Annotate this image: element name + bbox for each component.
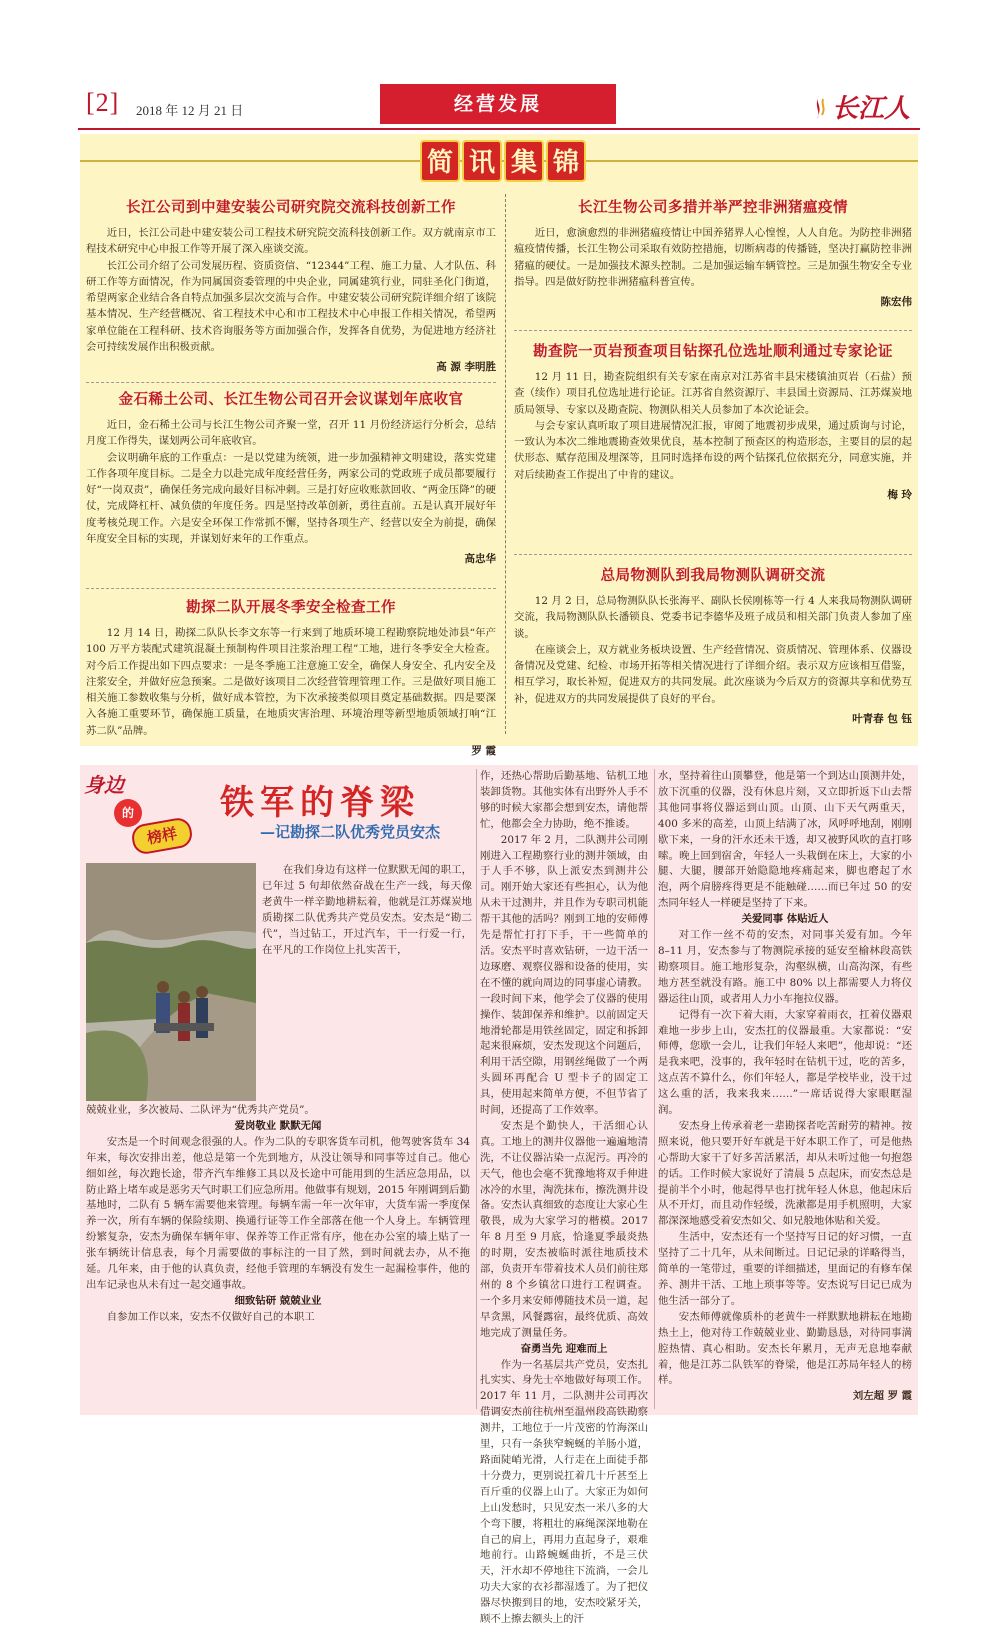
- article-paragraph: 长江公司介绍了公司发展历程、资质资信、“12344”工程、施工力量、人才队伍、科研工作等方面情况，作为同属国资委管理的中央企业，同属建筑行业，同驻圣化门街道，希望两家企业结合各自特点加强多层次交流与合作。中建安装公司研究院详细介绍了该院基本情况、生产经营概况、省工程技术中心和市工程技术中心申报工作相关情况，希望两家单位能在工程科研、技术咨询服务等方面加强合作，发挥各自优势，为促进地方经济社会可持续发展作出积极贡献。: [86, 259, 496, 354]
- kicker-text: 身边: [84, 773, 124, 797]
- article-headline: 金石稀土公司、长江生物公司召开会议谋划年底收官: [118, 391, 464, 408]
- feature-paragraph: 作，还热心帮助后勤基地、钻机工地装卸货物。其他实体有出野外人手不够的时候大家都会想到安杰，请他帮忙，他都会全力协助，绝不推诿。: [480, 770, 648, 830]
- newspaper-logo: [810, 88, 910, 125]
- article-survey-team-visit: [514, 564, 912, 727]
- article-headline: 总局物测队到我局物测队调研交流: [600, 567, 826, 584]
- feature-subtitle: —记勘探二队优秀党员安杰: [260, 823, 441, 841]
- article-swine-fever: [514, 196, 912, 310]
- feature-paragraph: 作为一名基层共产党员，安杰扎扎实实、身先士卒地做好每项工作。2017 年 11 月，二队测井公司再次借调安杰前往杭州至温州段高铁勘察测井，工地位于一片茂密的竹海深山里，只有一条狭窄蜿蜒的羊肠小道，路面陡峭光滑，人行走在上面徒手都十分费力，更别说扛着几十斤甚至上百斤重的仪器上山了。大家正为如何上山发愁时，只见安杰一米八多的大个弯下腰，将粗壮的麻绳深深地勒在自己的肩上，再用力直起身子，艰难地前行。山路蜿蜒曲折，不是三伏天，汗水却不停地往下流淌，一会儿功夫大家的衣衫都湿透了。为了把仪器尽快搬到目的地，安杰咬紧牙关，顾不上擦去额头上的汗: [480, 1358, 648, 1626]
- article-paragraph: 12 月 14 日，勘探二队队长李文东等一行来到了地质环境工程勘察院地处沛县“年产 100 万平方装配式建筑混凝土预制构件项目注浆治理工程”工地，进行冬季安全大检查。对今后工作提出如下四点要求：一是冬季施工注意施工安全，确保人身安全、孔内安全及注浆安全，并做好应急预案。二是做好该项目二次经营管理管理工作。三是做好项目施工相关施工参数收集与分析，做好成本管控，为下次承接类似项目奠定基础数据。四是要深入各施工重要环节，确保施工质量，在地质灾害治理、环境治理等新型地质领域打响“江苏二队”品牌。: [86, 627, 496, 737]
- article-headline: 勘查院一页岩预查项目钻探孔位选址顺利通过专家论证: [533, 343, 893, 360]
- article-byline: 高忠华: [464, 553, 496, 566]
- feature-intro: [262, 863, 472, 958]
- article-tech-exchange: [86, 196, 496, 376]
- article-headline: 长江生物公司多措并举严控非洲猪瘟疫情: [578, 199, 848, 216]
- feature-intro-paragraph: 在我们身边有这样一位默默无闻的职工，已年过 5 旬却依然奋战在生产一线，每天像老黄牛一样辛勤地耕耘着，他就是江苏煤炭地质勘探二队优秀共产党员安杰。安杰是“勘二代”，当过钻工，开过汽车，干一行爱一行，在平凡的工作岗位上扎实苦干，: [262, 864, 472, 956]
- briefs-banner-title: [420, 140, 586, 182]
- feature-paragraph: 生活中，安杰还有一个坚持写日记的好习惯，一直坚持了二十几年，从未间断过。日记记录的详略得当，简单的一笔带过，重要的详细描述，里面记的有修车保养、测井干活、工地上琐事等等。安杰说写日记已成为他生活一部分了。: [658, 1231, 912, 1307]
- feature-paragraph: 安杰身上传承着老一辈勘探者吃苦耐劳的精神。按照来说，他只要开好车就是干好本职工作了，可是他热心帮助大家干了好多苦活累活，却从未听过他一句抱怨的话。工作时候大家说好了清晨 5 点起床，而安杰总是提前半个小时，他起得早也打扰年轻人休息，他起床后从不开灯，而且动作轻缓，洗漱都是用手机照明，大家都深深地感受着安杰如父、如兄般地体贴和关爱。: [658, 1119, 912, 1228]
- article-paragraph: 12 月 2 日，总局物测队队长张海平、副队长侯刚栋等一行 4 人来我局物测队调研交流，我局物测队队长潘锁良、党委书记李德华及班子成员和相关部门负责人参加了座谈。: [514, 595, 912, 640]
- feature-photo: [86, 863, 256, 1101]
- article-paragraph: 近日，长江公司赴中建安装公司工程技术研究院交流科技创新工作。双方就南京市工程技术研究中心申报工作等开展了深入座谈交流。: [86, 227, 496, 256]
- feature-paragraph: 安杰是个勤快人，干活细心认真。工地上的测井仪器他一遍遍地清洗，不让仪器沾染一点泥污。再冷的天气，他也会毫不犹豫地将双手伸进冰冷的水里，淘洗抹布，擦洗测井设备。安杰认真细致的态度让大家心生敬畏，成为大家学习的楷模。2017 年 8 月至 9 月底，恰逢夏季最炎热的时期，安杰被临时派往地质技术部，负责开车带着技术人员们前往郑州的 8 个乡镇岔口进行工程调查。一个多月来安师傅随技术员一道，起早贪黑，风餐露宿，最终优质、高效地完成了测量任务。: [480, 1119, 648, 1339]
- kicker-badge: 榜样: [130, 816, 194, 856]
- article-separator: [514, 554, 912, 555]
- article-year-end-meeting: [86, 388, 496, 568]
- article-paragraph: 近日，金石稀土公司与长江生物公司齐聚一堂，召开 11 月份经济运行分析会，总结月度工作得失，谋划两公司年底收官。: [86, 419, 496, 448]
- column-rule: [476, 769, 477, 1409]
- issue-date: 2018 年 12 月 21 日: [136, 103, 244, 118]
- logo-text: 长江人: [831, 94, 910, 124]
- feature-paragraph: 安杰是一个时间观念很强的人。作为二队的专职客货车司机，他驾驶客货车 34 年来，每次安排出差，他总是第一个先到地方，从没让领导和同事等过自己。他心细如丝，每次跑长途，带齐汽车维修工具以及长途中可能用到的生活应急用品，以防止路上堵车或是恶劣天气时职工们应急所用。他做事有规划，2015 年刚调到后勤基地时，二队有 5 辆车需要他来管理。每辆车需一年一次年审，大货车需一季度保养一次，所有车辆的保险续期、换通行证等工作全部落在他一个人身上。车辆管理纷繁复杂，安杰为确保车辆年审、保养等工作正常有序，他在办公室的墙上贴了一张车辆统计信息表，每个月需要做的事标注的一目了然，到时间就去办，从不拖延。几年来，由于他的认真负责，经他手管理的车辆没有发生一起漏检事件，他的出车记录也从未有过一起交通事故。: [86, 1135, 470, 1291]
- feature-paragraph: 自参加工作以来，安杰不仅做好自己的本职工: [106, 1310, 315, 1323]
- masthead: [78, 84, 920, 130]
- feature-subhead: 奋勇当先 迎难而上: [520, 1342, 608, 1355]
- article-byline: 梅 玲: [887, 489, 912, 502]
- article-safety-inspection: [86, 596, 496, 759]
- article-separator: [86, 588, 496, 589]
- section-title: 经营发展: [380, 84, 616, 124]
- banner-char: 锦: [546, 140, 586, 182]
- logo-flame-icon: [810, 93, 828, 121]
- feature-section: [80, 765, 918, 1626]
- article-paragraph: 与会专家认真听取了项目进展情况汇报，审阅了地震初步成果，通过质询与讨论，一致认为本次二维地震勘查效果优良，基本控制了预查区的构造形态，主要目的层的起伏形态、赋存范围及埋深等，且同时选择布设的两个钻探孔位依据充分，同意实施，并对后续勘查工作提出了中肯的建议。: [514, 419, 912, 481]
- feature-subhead: 关爱同事 体贴近人: [741, 913, 829, 926]
- article-drill-site: [514, 340, 912, 503]
- feature-column-3: [658, 769, 912, 1405]
- feature-subhead: 爱岗敬业 默默无闻: [234, 1119, 322, 1132]
- header-rule: [78, 128, 920, 130]
- article-separator: [514, 330, 912, 331]
- article-byline: 罗 霞: [471, 745, 496, 758]
- banner-char: 简: [420, 140, 460, 182]
- feature-subhead: 细致钻研 兢兢业业: [234, 1294, 322, 1307]
- article-paragraph: 12 月 11 日，勘查院组织有关专家在南京对江苏省丰县宋楼镇油页岩（石盐）预查（续作）项目孔位选址进行论证。江苏省自然资源厅、丰县国土资源局、江苏煤炭地质局领导、专家以及勘查院、物测队相关人员参加了本次论证会。: [514, 371, 912, 416]
- article-headline: 长江公司到中建安装公司研究院交流科技创新工作: [126, 199, 456, 216]
- feature-paragraph: 兢兢业业，多次被局、二队评为“优秀共产党员”。: [86, 1104, 315, 1116]
- feature-paragraph: 记得有一次下着大雨，大家穿着雨衣，扛着仪器艰难地一步步上山，安杰扛的仪器最重。大家都说：“安师傅，您歇一会儿，让我们年轻人来吧”，他却说：“还是我来吧，没事的，我年轻时在钻机干过，吃的苦多，这点苦不算什么，你们年轻人，都是学校毕业，没干过这么重的活，我来我来……”一席话说得大家眼眶湿润。: [658, 1008, 912, 1117]
- article-byline: 高 源 李明胜: [436, 361, 496, 374]
- column-divider: [505, 194, 506, 734]
- banner-char: 讯: [462, 140, 502, 182]
- page-number: [2]: [86, 88, 120, 117]
- news-briefs-section: [80, 134, 918, 758]
- article-paragraph: 近日，愈演愈烈的非洲猪瘟疫情让中国养猪界人心惶惶，人人自危。为防控非洲猪瘟疫情传播，长江生物公司采取有效防控措施，切断病毒的传播链，坚决打赢防控非洲猪瘟的硬仗。一是加强技术源头控制。二是加强运输车辆管控。三是加强生物安全专业指导。四是做好防控非洲猪瘟科普宣传。: [514, 227, 912, 288]
- article-separator: [86, 382, 496, 383]
- feature-wrap: [80, 765, 918, 1626]
- banner-char: 集: [504, 140, 544, 182]
- feature-title: 铁军的脊梁: [220, 783, 420, 823]
- feature-byline: 刘左超 罗 霞: [852, 1390, 912, 1403]
- column-rule: [654, 769, 655, 1409]
- article-byline: 陈宏伟: [880, 296, 912, 309]
- article-byline: 叶青春 包 钰: [852, 713, 912, 726]
- feature-paragraph: 水，坚持着往山顶攀登，他是第一个到达山顶测井处，放下沉重的仪器，没有休息片刻，又立即折返下山去帮其他同事将仪器运到山顶。山顶、山下天气两重天，400 多米的高差，山顶上结满了冰，风呼呼地刮，刚刚歇下来，一身的汗水还未干透，却又被野风吹的直打哆嗦。晚上回到宿舍，年轻人一头栽倒在床上，大家的小腿、大腿，腰部开始隐隐地疼痛起来，脚也磨起了水泡，两个肩膀疼得更是不能触碰……而已年过 50 的安杰同年轻人一样硬是坚持了下来。: [658, 770, 912, 910]
- feature-paragraph: 安杰师傅就像质朴的老黄牛一样默默地耕耘在地勘热土上，他对待工作兢兢业业、勤勤恳恳，对待同事满腔热情、真心相助。安杰长年累月，无声无息地奉献着，他是江苏二队铁军的脊梁，他是江苏局年轻人的榜样。: [658, 1310, 912, 1387]
- kicker-ring: 的: [114, 799, 142, 827]
- feature-column-2: [480, 769, 648, 1628]
- article-headline: 勘探二队开展冬季安全检查工作: [186, 599, 396, 616]
- feature-paragraph: 2017 年 2 月，二队测井公司刚刚进入工程勘察行业的测井领域，由于人手不够，队上派安杰到测井公司。刚开始大家还有些担心，认为他从未干过测井，并且作为专职司机能帮干其他的活吗？刚到工地的安师傅先是帮忙打打下手，干一些简单的活。安杰平时喜欢钻研，一边干活一边琢磨、观察仪器和设备的使用，实在不懂的就向周边的同事虚心请教。一段时间下来，他学会了仪器的使用操作、装卸保养和维护。以前固定天地滑轮都是用铁丝固定，固定和拆卸起来很麻烦，安杰发现这个问题后，利用干活空隙，用钢丝绳做了一个两头圆环再配合 U 型卡子的固定工具，使用起来简单方便，不但节省了时间，还提高了工作效率。: [480, 833, 648, 1117]
- role-model-kicker: [84, 769, 204, 857]
- feature-paragraph: 对工作一丝不苟的安杰，对同事关爱有加。今年 8–11 月，安杰参与了物测院承接的延安至榆林段高铁勘察项目。施工地形复杂，沟壑纵横，山高沟深，有些地方甚至就没有路。施工中 80% 以上都需要人力将仪器运往山顶，或者用人力小车拖拉仪器。: [658, 929, 912, 1005]
- feature-column-1: [86, 1103, 470, 1326]
- article-paragraph: 会议明确年底的工作重点：一是以党建为统领，进一步加强精神文明建设，落实党建工作各项年度目标。二是全力以赴完成年度经营任务，两家公司的党政班子成员都要履行好“一岗双责”，确保任务完成向最好目标冲刺。三是打好应收账款回收、“两金压降”的硬仗，完成降杠杆、减负债的年度任务。四是坚持改革创新，勇往直前。五是认真开展好年度考核兑现工作。六是安全环保工作常抓不懈，坚持各项生产、经营以安全为前提，确保年度安全目标的实现，并谋划好来年的工作重点。: [86, 451, 496, 546]
- article-paragraph: 在座谈会上，双方就业务板块设置、生产经营情况、资质情况、管理体系、仪器设备情况及党建、纪检、市场开拓等相关情况进行了详细介绍。表示双方应该相互借鉴，相互学习，取长补短，促进双方的共同发展。此次座谈为今后双方的资源共享和优势互补，促进双方的共同发展提供了良好的平台。: [514, 643, 912, 705]
